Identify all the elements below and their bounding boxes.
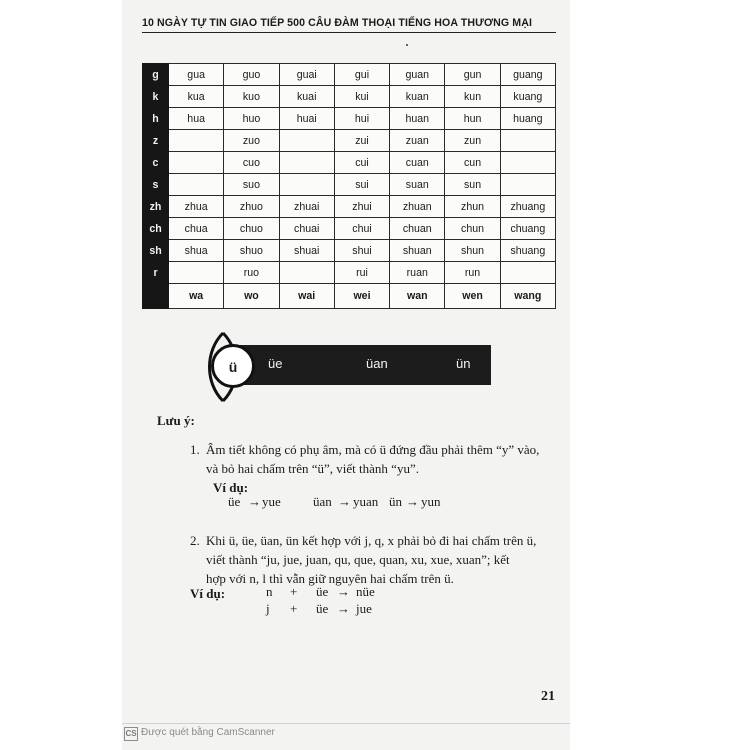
syllable-cell: shuan (390, 240, 445, 262)
item1-line1: Âm tiết không có phụ âm, mà có ü đứng đầu phải thêm “y” vào, (206, 442, 540, 457)
syllable-cell: shua (169, 240, 224, 262)
syllable-cell (500, 262, 555, 284)
syllable-cell: zun (445, 130, 500, 152)
syllable-cell: wang (500, 284, 555, 309)
syllable-cell: huang (500, 108, 555, 130)
syllable-cell (279, 262, 334, 284)
syllable-cell: hua (169, 108, 224, 130)
initial-cell: zh (143, 196, 169, 218)
syllable-cell: chuo (224, 218, 279, 240)
syllable-cell: wen (445, 284, 500, 309)
syllable-cell (279, 174, 334, 196)
example-a: n (266, 584, 273, 599)
syllable-cell: zhuang (500, 196, 555, 218)
syllable-cell: wai (279, 284, 334, 309)
plus-sign: + (290, 601, 298, 616)
table-row (143, 174, 556, 196)
initial-cell: k (143, 86, 169, 108)
example-result: jue (356, 601, 372, 616)
arrow-icon: → (337, 601, 350, 616)
syllable-cell: chun (445, 218, 500, 240)
syllable-cell: wa (169, 284, 224, 309)
syllable-cell: guo (224, 64, 279, 86)
item2-line1: Khi ü, üe, üan, ün kết hợp với j, q, x phải bỏ đi hai chấm trên ü, (206, 533, 537, 548)
syllable-cell: kuang (500, 86, 555, 108)
syllable-cell: shuo (224, 240, 279, 262)
item2-example-label: Ví dụ: (190, 586, 226, 601)
syllable-cell: kua (169, 86, 224, 108)
syllable-cell: chuang (500, 218, 555, 240)
vowel-bar (232, 345, 491, 385)
syllable-cell: kuan (390, 86, 445, 108)
syllable-cell: zuo (224, 130, 279, 152)
syllable-cell: gui (334, 64, 389, 86)
syllable-cell: huai (279, 108, 334, 130)
example-b: üe (316, 584, 329, 599)
initial-cell: sh (143, 240, 169, 262)
camscanner-logo: CS (124, 727, 138, 741)
syllable-cell: zhui (334, 196, 389, 218)
syllable-cell: cuo (224, 152, 279, 174)
syllable-cell: kun (445, 86, 500, 108)
note-heading: Lưu ý: (157, 413, 195, 428)
item2-line3: hợp với n, l thì vẫn giữ nguyên hai chấm trên ü. (206, 571, 454, 586)
syllable-cell: guai (279, 64, 334, 86)
initial-cell: r (143, 262, 169, 284)
table-row (143, 218, 556, 240)
syllable-cell: zhuo (224, 196, 279, 218)
page-header-title: 10 NGÀY TỰ TIN GIAO TIẾP 500 CÂU ĐÀM THOẠI TIẾNG HOA THƯƠNG MẠI (142, 17, 532, 29)
syllable-cell: guang (500, 64, 555, 86)
header-rule (142, 32, 556, 33)
item-number: 2. (190, 533, 200, 548)
example-to: yue (262, 494, 281, 509)
syllable-cell: sun (445, 174, 500, 196)
syllable-cell: chui (334, 218, 389, 240)
syllable-cell: hun (445, 108, 500, 130)
arrow-icon: → (248, 494, 261, 509)
syllable-cell: huan (390, 108, 445, 130)
syllable-cell (169, 152, 224, 174)
syllable-cell: suo (224, 174, 279, 196)
example-result: nüe (356, 584, 375, 599)
plus-sign: + (290, 584, 298, 599)
initial-cell: c (143, 152, 169, 174)
syllable-cell (169, 174, 224, 196)
item2-line2: viết thành “ju, jue, juan, qu, que, quan, xu, xue, xuan”; kết (206, 552, 510, 567)
table-row (143, 86, 556, 108)
table-row (143, 108, 556, 130)
initial-cell: ch (143, 218, 169, 240)
syllable-cell (500, 174, 555, 196)
syllable-cell: chuai (279, 218, 334, 240)
syllable-cell: wo (224, 284, 279, 309)
table-row (143, 196, 556, 218)
vowel-main: ü (228, 359, 238, 375)
table-row (143, 130, 556, 152)
syllable-cell: shuang (500, 240, 555, 262)
syllable-cell (279, 152, 334, 174)
syllable-cell: wei (334, 284, 389, 309)
initial-cell: g (143, 64, 169, 86)
syllable-cell: ruo (224, 262, 279, 284)
syllable-cell: zhuai (279, 196, 334, 218)
syllable-cell (500, 152, 555, 174)
vowel-item: ün (456, 356, 471, 371)
arrow-icon: → (406, 494, 419, 509)
syllable-cell: wan (390, 284, 445, 309)
syllable-cell: zuan (390, 130, 445, 152)
example-b: üe (316, 601, 329, 616)
table-row (143, 262, 556, 284)
syllable-cell: gua (169, 64, 224, 86)
syllable-cell: run (445, 262, 500, 284)
example-from: ün (389, 494, 402, 509)
arrow-icon: → (337, 584, 350, 599)
item1-example-label: Ví dụ: (213, 480, 249, 495)
example-to: yuan (353, 494, 379, 509)
item1-line2: và bỏ hai chấm trên “ü”, viết thành “yu”. (206, 461, 419, 476)
vowel-item: üe (268, 356, 283, 371)
syllable-cell: cui (334, 152, 389, 174)
pinyin-table (142, 63, 556, 309)
initial-cell: z (143, 130, 169, 152)
example-a: j (266, 601, 270, 616)
initial-cell: s (143, 174, 169, 196)
syllable-cell: kui (334, 86, 389, 108)
syllable-cell: guan (390, 64, 445, 86)
syllable-cell: shun (445, 240, 500, 262)
syllable-cell: shui (334, 240, 389, 262)
syllable-cell (169, 130, 224, 152)
initial-cell: h (143, 108, 169, 130)
vowel-item: üan (366, 356, 388, 371)
syllable-cell: sui (334, 174, 389, 196)
syllable-cell: zui (334, 130, 389, 152)
arrow-icon: → (338, 494, 351, 509)
syllable-cell: chuan (390, 218, 445, 240)
syllable-cell: cuan (390, 152, 445, 174)
syllable-cell: shuai (279, 240, 334, 262)
example-from: üe (228, 494, 241, 509)
syllable-cell: rui (334, 262, 389, 284)
syllable-cell: cun (445, 152, 500, 174)
syllable-cell: zhuan (390, 196, 445, 218)
example-to: yun (421, 494, 441, 509)
speck (406, 44, 408, 46)
syllable-cell: ruan (390, 262, 445, 284)
vowel-circle (211, 344, 255, 388)
syllable-cell: zhua (169, 196, 224, 218)
syllable-cell (279, 130, 334, 152)
page-number: 21 (541, 689, 555, 704)
example-from: üan (313, 494, 332, 509)
table-row (143, 284, 556, 309)
scanner-footer-divider (122, 723, 570, 724)
table-row (143, 240, 556, 262)
table-row (143, 64, 556, 86)
table-row (143, 152, 556, 174)
syllable-cell: zhun (445, 196, 500, 218)
syllable-cell: huo (224, 108, 279, 130)
syllable-cell: gun (445, 64, 500, 86)
syllable-cell: kuai (279, 86, 334, 108)
initial-cell (143, 284, 169, 309)
syllable-cell: kuo (224, 86, 279, 108)
item-number: 1. (190, 442, 200, 457)
syllable-cell (169, 262, 224, 284)
syllable-cell: suan (390, 174, 445, 196)
scanner-watermark-text: Được quét bằng CamScanner (141, 727, 275, 738)
syllable-cell: hui (334, 108, 389, 130)
syllable-cell (500, 130, 555, 152)
syllable-cell: chua (169, 218, 224, 240)
